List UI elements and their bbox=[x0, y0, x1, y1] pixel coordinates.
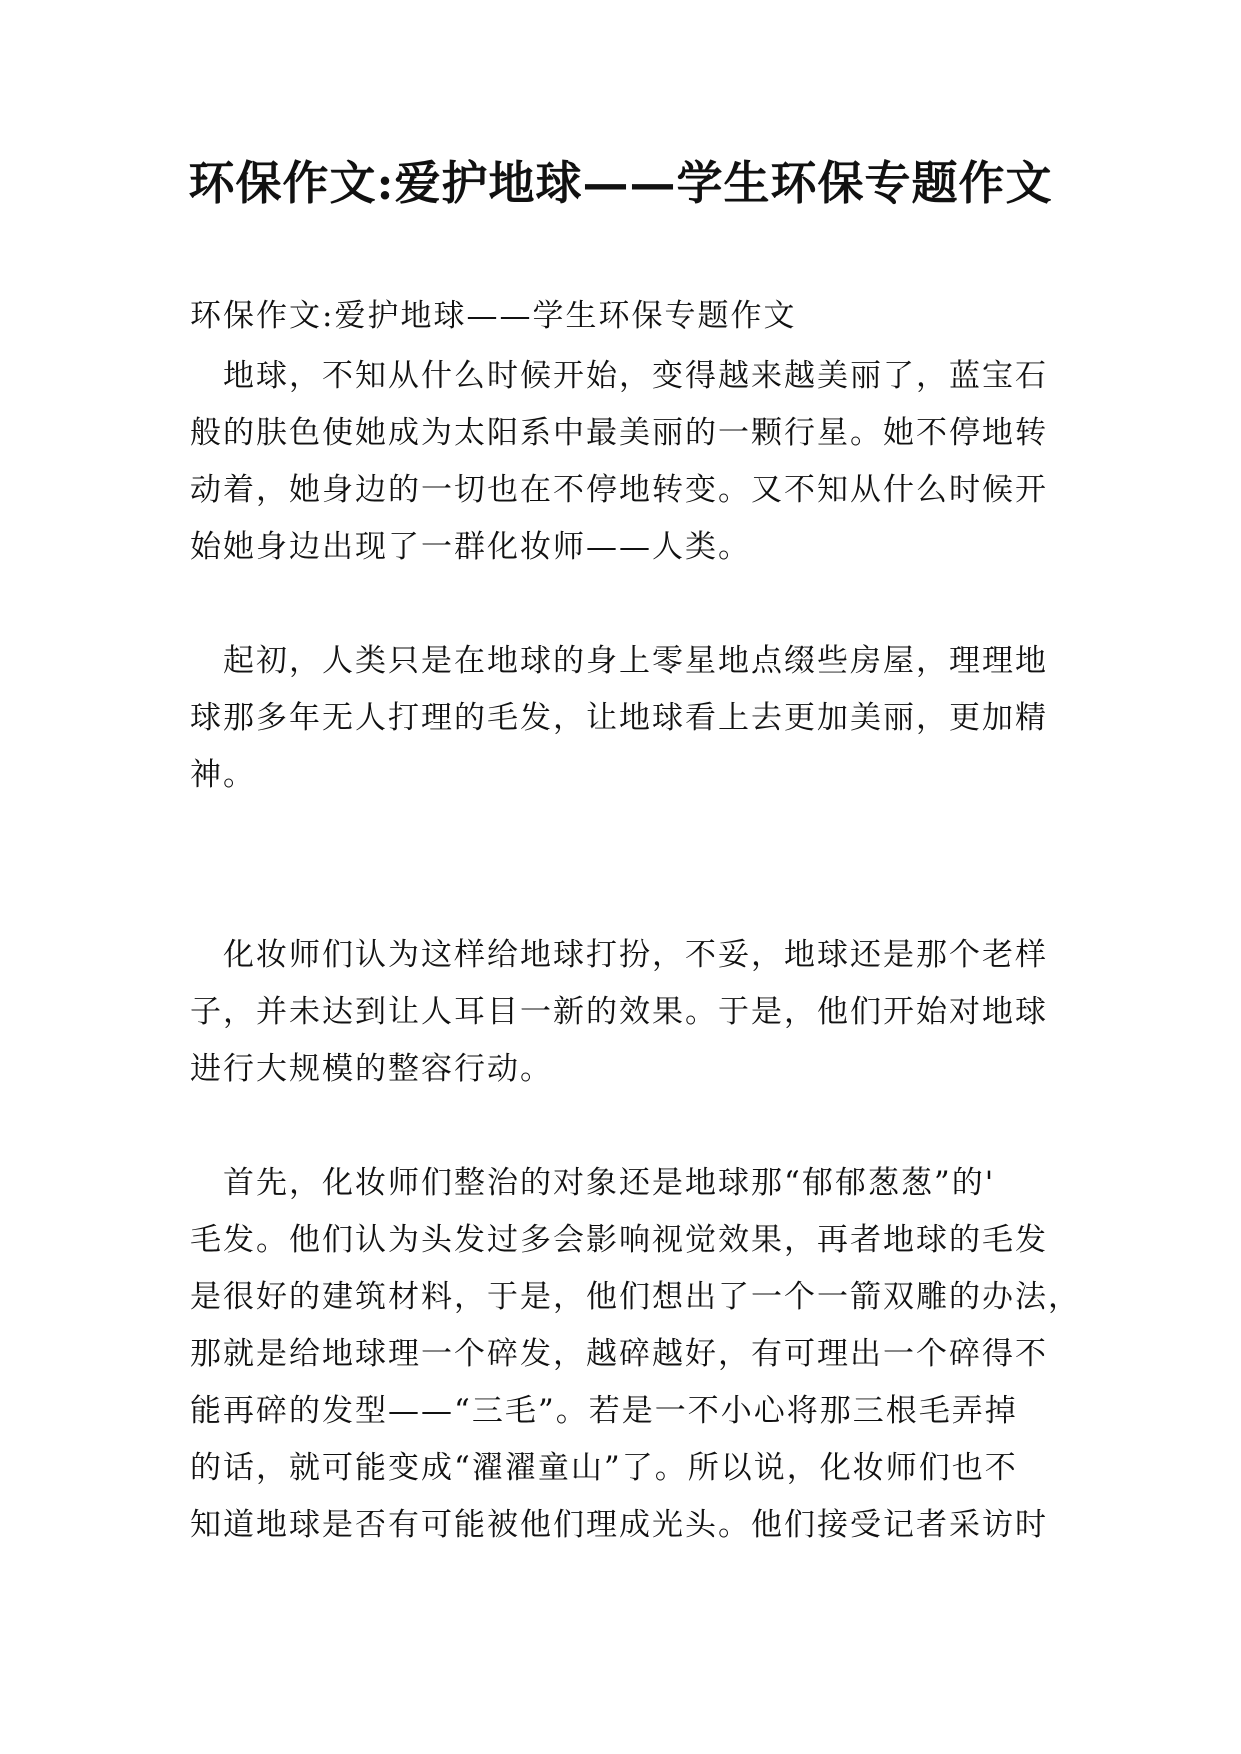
paragraph-1 bbox=[190, 348, 1060, 576]
paragraph-line: 的话，就可能变成“濯濯童山”了。所以说，化妆师们也不 bbox=[190, 1450, 1018, 1486]
paragraph-line: 子，并未达到让人耳目一新的效果。于是，他们开始对地球 bbox=[190, 994, 1048, 1030]
paragraph-4 bbox=[190, 1155, 1081, 1554]
paragraph-line: 地球，不知从什么时候开始，变得越来越美丽了，蓝宝石 bbox=[223, 358, 1048, 394]
document-subtitle bbox=[190, 288, 1060, 345]
paragraph-2 bbox=[190, 633, 1060, 804]
paragraph-line: 般的肤色使她成为太阳系中最美丽的一颗行星。她不停地转 bbox=[190, 415, 1048, 451]
paragraph-line: 化妆师们认为这样给地球打扮，不妥，地球还是那个老样 bbox=[223, 937, 1048, 973]
subtitle-line: 环保作文:爱护地球——学生环保专题作文 bbox=[190, 298, 797, 334]
paragraph-line: 是很好的建筑材料，于是，他们想出了一个一箭双雕的办法， bbox=[190, 1279, 1081, 1315]
paragraph-line: 进行大规模的整容行动。 bbox=[190, 1051, 553, 1087]
paragraph-line: 神。 bbox=[190, 757, 256, 793]
paragraph-line: 始她身边出现了一群化妆师——人类。 bbox=[190, 529, 751, 565]
paragraph-3 bbox=[190, 927, 1060, 1098]
document-title: 环保作文:爱护地球——学生环保专题作文 bbox=[188, 156, 1053, 210]
paragraph-line: 那就是给地球理一个碎发，越碎越好，有可理出一个碎得不 bbox=[190, 1336, 1048, 1372]
paragraph-line: 毛发。他们认为头发过多会影响视觉效果，再者地球的毛发 bbox=[190, 1222, 1048, 1258]
paragraph-line: 动着，她身边的一切也在不停地转变。又不知从什么时候开 bbox=[190, 472, 1048, 508]
paragraph-line: 首先，化妆师们整治的对象还是地球那“郁郁葱葱”的' bbox=[223, 1165, 996, 1201]
paragraph-line: 起初，人类只是在地球的身上零星地点缀些房屋，理理地 bbox=[223, 643, 1048, 679]
paragraph-line: 知道地球是否有可能被他们理成光头。他们接受记者采访时 bbox=[190, 1507, 1048, 1543]
paragraph-line: 球那多年无人打理的毛发，让地球看上去更加美丽，更加精 bbox=[190, 700, 1048, 736]
paragraph-line: 能再碎的发型——“三毛”。若是一不小心将那三根毛弄掉 bbox=[190, 1393, 1018, 1429]
